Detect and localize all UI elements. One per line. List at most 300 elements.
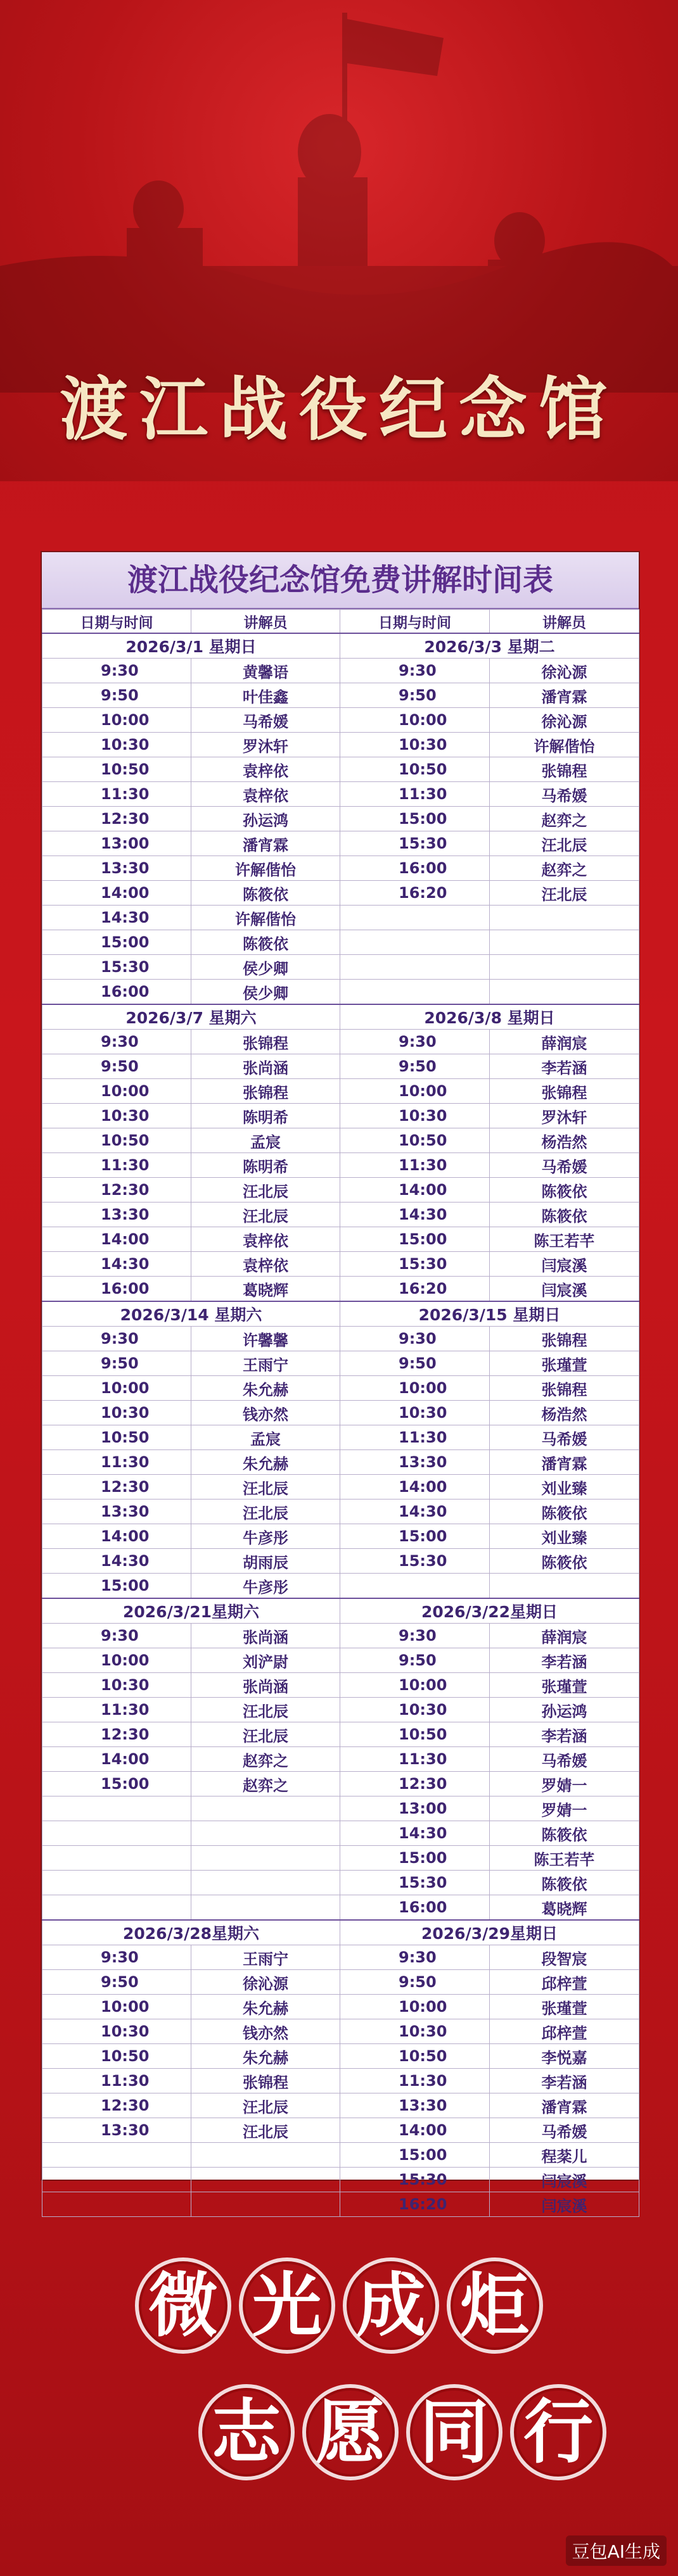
- table-row: [42, 1995, 639, 2019]
- time-cell: 14:30: [42, 1252, 191, 1277]
- time-cell: 10:00: [340, 708, 490, 733]
- guide-name-cell: 马希媛: [490, 782, 639, 807]
- guide-name-cell: 汪北辰: [191, 1203, 340, 1227]
- slogan-char: 炬: [447, 2257, 543, 2354]
- time-cell: 12:30: [42, 1178, 191, 1203]
- table-row: [42, 1796, 639, 1821]
- time-cell: 9:50: [340, 683, 490, 708]
- time-cell: 11:30: [42, 2069, 191, 2093]
- time-cell: 9:30: [340, 1624, 490, 1648]
- time-cell: 9:50: [340, 1648, 490, 1673]
- time-cell: 16:20: [340, 1277, 490, 1302]
- time-cell: [42, 1796, 191, 1821]
- section-date-row: [42, 1598, 639, 1624]
- guide-name-cell: 罗沐轩: [490, 1104, 639, 1128]
- guide-name-cell: 邱梓萱: [490, 2019, 639, 2044]
- time-cell: 15:00: [42, 1574, 191, 1599]
- guide-name-cell: 刘业臻: [490, 1475, 639, 1500]
- guide-name-cell: 许解偕怡: [191, 906, 340, 930]
- guide-name-cell: 张锦程: [191, 1079, 340, 1104]
- schedule-table: [41, 551, 640, 2215]
- table-row: [42, 782, 639, 807]
- table-row: [42, 683, 639, 708]
- guide-name-cell: 陈王若芊: [490, 1227, 639, 1252]
- guide-name-cell: 马希媛: [490, 1153, 639, 1178]
- guide-name-cell: [191, 2143, 340, 2168]
- slogan-char: 志: [198, 2384, 295, 2480]
- guide-name-cell: 徐沁源: [490, 659, 639, 683]
- header-guide: 讲解员: [191, 610, 340, 634]
- time-cell: 11:30: [340, 2069, 490, 2093]
- time-cell: 11:30: [42, 1698, 191, 1722]
- table-row: [42, 1425, 639, 1450]
- time-cell: 10:30: [340, 2019, 490, 2044]
- time-cell: 14:00: [42, 1747, 191, 1772]
- time-cell: 13:00: [340, 1796, 490, 1821]
- guide-name-cell: 罗婧一: [490, 1772, 639, 1796]
- time-cell: 10:50: [340, 2044, 490, 2069]
- guide-name-cell: 段智宸: [490, 1945, 639, 1970]
- time-cell: 15:00: [340, 807, 490, 831]
- date-label: 2026/3/3 星期二: [340, 633, 639, 659]
- time-cell: 11:30: [340, 1747, 490, 1772]
- section-date-row: [42, 1301, 639, 1327]
- guide-name-cell: 侯少卿: [191, 955, 340, 980]
- table-row: [42, 2069, 639, 2093]
- time-cell: 10:00: [340, 1995, 490, 2019]
- time-cell: 10:30: [340, 1698, 490, 1722]
- guide-name-cell: 程棻儿: [490, 2143, 639, 2168]
- guide-name-cell: 薛润宸: [490, 1624, 639, 1648]
- time-cell: 16:00: [42, 1277, 191, 1302]
- time-cell: 14:00: [42, 1227, 191, 1252]
- slogan-line-2: [0, 2384, 678, 2480]
- guide-name-cell: 许馨馨: [191, 1327, 340, 1351]
- time-cell: 13:30: [340, 1450, 490, 1475]
- time-cell: 10:30: [42, 1401, 191, 1425]
- guide-name-cell: 陈筱依: [490, 1821, 639, 1846]
- guide-name-cell: 钱亦然: [191, 1401, 340, 1425]
- guide-name-cell: 陈王若芊: [490, 1846, 639, 1871]
- time-cell: [340, 980, 490, 1005]
- time-cell: 14:00: [340, 1178, 490, 1203]
- time-cell: 9:30: [340, 1327, 490, 1351]
- time-cell: [340, 955, 490, 980]
- guide-name-cell: 张锦程: [490, 757, 639, 782]
- table-row: [42, 708, 639, 733]
- guide-name-cell: 张尚涵: [191, 1624, 340, 1648]
- time-cell: 10:30: [340, 733, 490, 757]
- time-cell: 11:30: [340, 782, 490, 807]
- guide-name-cell: 张锦程: [490, 1079, 639, 1104]
- guide-name-cell: 马希媛: [490, 1747, 639, 1772]
- time-cell: 9:30: [42, 1945, 191, 1970]
- time-cell: 11:30: [340, 1153, 490, 1178]
- table-row: [42, 1846, 639, 1871]
- table-row: [42, 1524, 639, 1549]
- guide-name-cell: 张尚涵: [191, 1673, 340, 1698]
- time-cell: 13:30: [42, 856, 191, 881]
- guide-name-cell: 袁梓依: [191, 1252, 340, 1277]
- table-row: [42, 1079, 639, 1104]
- time-cell: 9:30: [340, 1945, 490, 1970]
- guide-name-cell: 赵弈之: [191, 1772, 340, 1796]
- hero-banner: [0, 0, 678, 481]
- time-cell: 9:50: [340, 1054, 490, 1079]
- time-cell: 12:30: [42, 1722, 191, 1747]
- guide-name-cell: [191, 1846, 340, 1871]
- guide-name-cell: 张瑾萱: [490, 1351, 639, 1376]
- guide-name-cell: [490, 930, 639, 955]
- guide-name-cell: 孟宸: [191, 1425, 340, 1450]
- time-cell: [42, 1895, 191, 1921]
- guide-name-cell: 陈筱依: [490, 1500, 639, 1524]
- time-cell: [42, 2192, 191, 2217]
- slogan-char: 同: [406, 2384, 502, 2480]
- time-cell: 13:00: [42, 831, 191, 856]
- table-row: [42, 1277, 639, 1302]
- time-cell: [42, 2143, 191, 2168]
- guide-name-cell: 潘宵霖: [490, 1450, 639, 1475]
- time-cell: 9:30: [42, 1327, 191, 1351]
- table-row: [42, 831, 639, 856]
- table-row: [42, 955, 639, 980]
- time-cell: 9:50: [42, 1970, 191, 1995]
- section-date-row: [42, 1920, 639, 1945]
- time-cell: 16:00: [340, 856, 490, 881]
- table-header-row: [42, 610, 639, 634]
- table-row: [42, 2118, 639, 2143]
- guide-name-cell: 孟宸: [191, 1128, 340, 1153]
- table-row: [42, 906, 639, 930]
- guide-name-cell: [191, 1821, 340, 1846]
- guide-name-cell: 李悦嘉: [490, 2044, 639, 2069]
- time-cell: 15:00: [340, 1846, 490, 1871]
- slogan-line-1: [0, 2257, 678, 2354]
- header-date-time: 日期与时间: [340, 610, 490, 634]
- time-cell: 12:30: [340, 1772, 490, 1796]
- guide-name-cell: 朱允赫: [191, 1450, 340, 1475]
- guide-name-cell: 袁梓依: [191, 757, 340, 782]
- guide-name-cell: [191, 1895, 340, 1921]
- table-row: [42, 1624, 639, 1648]
- time-cell: 14:00: [42, 1524, 191, 1549]
- guide-name-cell: 闫宸溪: [490, 1277, 639, 1302]
- time-cell: 12:30: [42, 1475, 191, 1500]
- guide-name-cell: 袁梓依: [191, 1227, 340, 1252]
- table-row: [42, 1895, 639, 1921]
- guide-name-cell: 汪北辰: [191, 2118, 340, 2143]
- guide-name-cell: 张锦程: [191, 1030, 340, 1054]
- guide-name-cell: 张瑾萱: [490, 1673, 639, 1698]
- guide-name-cell: 李若涵: [490, 1054, 639, 1079]
- time-cell: 10:30: [42, 2019, 191, 2044]
- table-row: [42, 1475, 639, 1500]
- guide-name-cell: 张锦程: [490, 1327, 639, 1351]
- guide-name-cell: 杨浩然: [490, 1401, 639, 1425]
- time-cell: 11:30: [340, 1425, 490, 1450]
- guide-name-cell: 朱允赫: [191, 2044, 340, 2069]
- header-date-time: 日期与时间: [42, 610, 191, 634]
- date-label: 2026/3/8 星期日: [340, 1004, 639, 1030]
- guide-name-cell: 杨浩然: [490, 1128, 639, 1153]
- time-cell: 10:00: [42, 708, 191, 733]
- table-row: [42, 1871, 639, 1895]
- guide-name-cell: [191, 2192, 340, 2217]
- time-cell: 16:20: [340, 881, 490, 906]
- guide-name-cell: 朱允赫: [191, 1995, 340, 2019]
- guide-name-cell: 汪北辰: [490, 831, 639, 856]
- guide-name-cell: 朱允赫: [191, 1376, 340, 1401]
- guide-name-cell: 闫宸溪: [490, 1252, 639, 1277]
- table-row: [42, 2192, 639, 2217]
- guide-name-cell: 袁梓依: [191, 782, 340, 807]
- time-cell: [42, 1821, 191, 1846]
- table-row: [42, 1673, 639, 1698]
- table-row: [42, 1500, 639, 1524]
- slogan-char: 光: [239, 2257, 335, 2354]
- table-row: [42, 1945, 639, 1970]
- time-cell: 9:50: [42, 1351, 191, 1376]
- time-cell: 14:00: [42, 881, 191, 906]
- time-cell: 14:30: [42, 1549, 191, 1574]
- time-cell: 10:00: [340, 1376, 490, 1401]
- guide-name-cell: 孙运鸿: [490, 1698, 639, 1722]
- time-cell: 9:50: [340, 1351, 490, 1376]
- guide-name-cell: 赵弈之: [490, 856, 639, 881]
- guide-name-cell: [191, 1871, 340, 1895]
- time-cell: 14:30: [42, 906, 191, 930]
- guide-name-cell: 陈筱依: [490, 1549, 639, 1574]
- table-row: [42, 1203, 639, 1227]
- time-cell: 14:00: [340, 1475, 490, 1500]
- guide-name-cell: 许解偕怡: [490, 733, 639, 757]
- time-cell: 10:30: [42, 733, 191, 757]
- slogan-char: 成: [343, 2257, 439, 2354]
- time-cell: 15:30: [340, 1252, 490, 1277]
- time-cell: 16:20: [340, 2192, 490, 2217]
- time-cell: 10:30: [42, 1673, 191, 1698]
- time-cell: 15:00: [340, 1524, 490, 1549]
- guide-name-cell: [191, 1796, 340, 1821]
- table-row: [42, 1252, 639, 1277]
- time-cell: 13:30: [42, 2118, 191, 2143]
- guide-name-cell: 牛彦彤: [191, 1574, 340, 1599]
- time-cell: 15:00: [340, 2143, 490, 2168]
- table-row: [42, 1722, 639, 1747]
- time-cell: 12:30: [42, 2093, 191, 2118]
- time-cell: 13:30: [42, 1500, 191, 1524]
- time-cell: 11:30: [42, 782, 191, 807]
- guide-name-cell: 汪北辰: [191, 2093, 340, 2118]
- guide-name-cell: 赵弈之: [191, 1747, 340, 1772]
- time-cell: 9:30: [42, 659, 191, 683]
- date-label: 2026/3/22星期日: [340, 1598, 639, 1624]
- guide-name-cell: 陈筱依: [490, 1203, 639, 1227]
- guide-name-cell: 陈明希: [191, 1104, 340, 1128]
- guide-name-cell: 孙运鸿: [191, 807, 340, 831]
- time-cell: 10:00: [42, 1376, 191, 1401]
- table-row: [42, 930, 639, 955]
- time-cell: 16:00: [42, 980, 191, 1005]
- table-row: [42, 2044, 639, 2069]
- guide-name-cell: 汪北辰: [191, 1500, 340, 1524]
- guide-name-cell: 马希媛: [490, 1425, 639, 1450]
- guide-name-cell: 胡雨辰: [191, 1549, 340, 1574]
- time-cell: 15:30: [340, 831, 490, 856]
- time-cell: 9:50: [340, 1970, 490, 1995]
- guide-name-cell: 葛晓辉: [191, 1277, 340, 1302]
- guide-name-cell: 汪北辰: [191, 1722, 340, 1747]
- table-row: [42, 1574, 639, 1599]
- guide-name-cell: [490, 906, 639, 930]
- guide-name-cell: 邱梓萱: [490, 1970, 639, 1995]
- table-row: [42, 856, 639, 881]
- guide-name-cell: 牛彦彤: [191, 1524, 340, 1549]
- guide-name-cell: 张锦程: [191, 2069, 340, 2093]
- guide-name-cell: 闫宸溪: [490, 2168, 639, 2192]
- guide-name-cell: 刘业臻: [490, 1524, 639, 1549]
- guide-name-cell: 李若涵: [490, 2069, 639, 2093]
- section-date-row: [42, 1004, 639, 1030]
- time-cell: [340, 1574, 490, 1599]
- guide-name-cell: 王雨宁: [191, 1351, 340, 1376]
- guide-name-cell: 汪北辰: [191, 1178, 340, 1203]
- guide-name-cell: 徐沁源: [191, 1970, 340, 1995]
- table-row: [42, 1772, 639, 1796]
- schedule-grid: [42, 609, 639, 2217]
- date-label: 2026/3/28星期六: [42, 1920, 340, 1945]
- table-row: [42, 1054, 639, 1079]
- table-row: [42, 757, 639, 782]
- slogan-char: 行: [510, 2384, 606, 2480]
- guide-name-cell: 侯少卿: [191, 980, 340, 1005]
- guide-name-cell: 钱亦然: [191, 2019, 340, 2044]
- guide-name-cell: 张瑾萱: [490, 1995, 639, 2019]
- guide-name-cell: 潘宵霖: [490, 683, 639, 708]
- guide-name-cell: 汪北辰: [490, 881, 639, 906]
- time-cell: [42, 2168, 191, 2192]
- guide-name-cell: 陈筱依: [191, 930, 340, 955]
- time-cell: 10:50: [42, 1425, 191, 1450]
- table-row: [42, 1178, 639, 1203]
- table-row: [42, 659, 639, 683]
- time-cell: 9:30: [340, 659, 490, 683]
- table-row: [42, 1030, 639, 1054]
- guide-name-cell: [490, 955, 639, 980]
- guide-name-cell: 潘宵霖: [191, 831, 340, 856]
- guide-name-cell: 罗沐轩: [191, 733, 340, 757]
- time-cell: 10:50: [340, 757, 490, 782]
- guide-name-cell: 汪北辰: [191, 1698, 340, 1722]
- guide-name-cell: 徐沁源: [490, 708, 639, 733]
- time-cell: 9:30: [42, 1624, 191, 1648]
- table-row: [42, 1104, 639, 1128]
- time-cell: 14:30: [340, 1203, 490, 1227]
- page-title: 渡江战役纪念馆: [59, 370, 618, 450]
- table-row: [42, 1351, 639, 1376]
- guide-name-cell: 许解偕怡: [191, 856, 340, 881]
- table-row: [42, 1698, 639, 1722]
- schedule-table-title: 渡江战役纪念馆免费讲解时间表: [42, 552, 639, 609]
- time-cell: 15:30: [340, 2168, 490, 2192]
- table-row: [42, 881, 639, 906]
- time-cell: 10:00: [340, 1079, 490, 1104]
- guide-name-cell: 张锦程: [490, 1376, 639, 1401]
- guide-name-cell: 马希媛: [490, 2118, 639, 2143]
- guide-name-cell: 马希媛: [191, 708, 340, 733]
- slogan-char: 愿: [302, 2384, 399, 2480]
- guide-name-cell: 黄馨语: [191, 659, 340, 683]
- guide-name-cell: 潘宵霖: [490, 2093, 639, 2118]
- time-cell: 10:50: [42, 1128, 191, 1153]
- time-cell: 15:00: [42, 1772, 191, 1796]
- time-cell: 10:30: [42, 1104, 191, 1128]
- table-row: [42, 1327, 639, 1351]
- table-row: [42, 2143, 639, 2168]
- time-cell: [42, 1871, 191, 1895]
- section-date-row: [42, 633, 639, 659]
- guide-name-cell: [490, 980, 639, 1005]
- time-cell: 15:30: [42, 955, 191, 980]
- ai-generated-watermark: 豆包AI生成: [566, 2535, 667, 2566]
- header-guide: 讲解员: [490, 610, 639, 634]
- date-label: 2026/3/1 星期日: [42, 633, 340, 659]
- time-cell: 10:00: [42, 1079, 191, 1104]
- guide-name-cell: [191, 2168, 340, 2192]
- time-cell: 9:50: [42, 683, 191, 708]
- time-cell: 15:30: [340, 1871, 490, 1895]
- table-row: [42, 2168, 639, 2192]
- date-label: 2026/3/29星期日: [340, 1920, 639, 1945]
- time-cell: 9:30: [42, 1030, 191, 1054]
- guide-name-cell: 薛润宸: [490, 1030, 639, 1054]
- guide-name-cell: 张尚涵: [191, 1054, 340, 1079]
- guide-name-cell: 陈明希: [191, 1153, 340, 1178]
- date-label: 2026/3/15 星期日: [340, 1301, 639, 1327]
- time-cell: 10:00: [42, 1648, 191, 1673]
- time-cell: 15:00: [42, 930, 191, 955]
- table-row: [42, 1970, 639, 1995]
- time-cell: [340, 930, 490, 955]
- guide-name-cell: 王雨宁: [191, 1945, 340, 1970]
- time-cell: 14:30: [340, 1821, 490, 1846]
- guide-name-cell: 叶佳鑫: [191, 683, 340, 708]
- guide-name-cell: 葛晓辉: [490, 1895, 639, 1921]
- table-row: [42, 1227, 639, 1252]
- time-cell: 13:30: [42, 1203, 191, 1227]
- time-cell: 10:30: [340, 1401, 490, 1425]
- table-row: [42, 733, 639, 757]
- time-cell: 10:50: [42, 2044, 191, 2069]
- time-cell: [42, 1846, 191, 1871]
- time-cell: 10:50: [340, 1128, 490, 1153]
- table-row: [42, 1821, 639, 1846]
- time-cell: 16:00: [340, 1895, 490, 1921]
- guide-name-cell: 汪北辰: [191, 1475, 340, 1500]
- date-label: 2026/3/21星期六: [42, 1598, 340, 1624]
- time-cell: 9:50: [42, 1054, 191, 1079]
- guide-name-cell: 陈筱依: [490, 1871, 639, 1895]
- time-cell: 10:50: [340, 1722, 490, 1747]
- time-cell: 11:30: [42, 1450, 191, 1475]
- table-row: [42, 980, 639, 1005]
- time-cell: 10:00: [340, 1673, 490, 1698]
- table-row: [42, 1401, 639, 1425]
- time-cell: 14:00: [340, 2118, 490, 2143]
- date-label: 2026/3/14 星期六: [42, 1301, 340, 1327]
- time-cell: 13:30: [340, 2093, 490, 2118]
